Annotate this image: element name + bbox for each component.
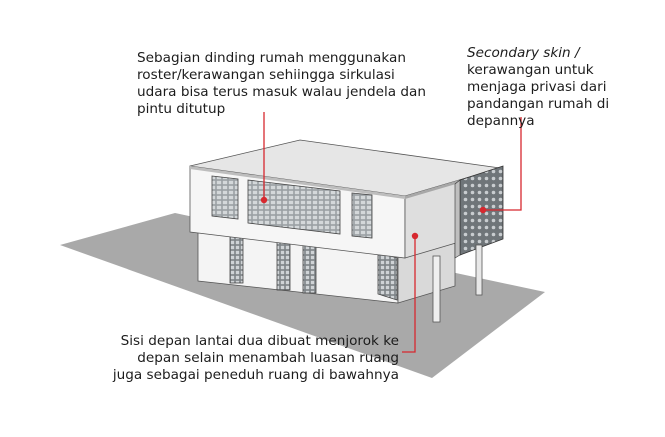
leader-dot-roster <box>261 197 267 203</box>
column-rear <box>476 245 482 295</box>
annotation-cantilever-line-2: depan selain menambah luasan ruang <box>137 350 399 366</box>
column-front <box>433 256 440 322</box>
leader-dot-cantilever <box>412 233 418 239</box>
secondary-skin-frame <box>455 180 460 258</box>
annotation-roster-line-1: Sebagian dinding rumah menggunakan <box>137 50 406 66</box>
roster-panel-1 <box>212 176 238 219</box>
annotation-cantilever-line-1: Sisi depan lantai dua dibuat menjorok ke <box>120 333 399 349</box>
annotation-cantilever-line-3: juga sebagai peneduh ruang di bawahnya <box>112 367 399 383</box>
annotation-roster-line-3: udara bisa terus masuk walau jendela dan <box>137 84 426 100</box>
ground-window-2 <box>277 240 290 290</box>
ground-window-3 <box>303 243 316 293</box>
roster-panel-3 <box>352 193 372 238</box>
ground-side-window <box>378 252 397 300</box>
annotation-cantilever <box>86 333 399 384</box>
annotation-roster-line-4: pintu ditutup <box>137 101 226 117</box>
annotation-skin-line-2: menjaga privasi dari <box>467 79 607 95</box>
annotation-secondary-skin <box>467 45 609 130</box>
annotation-skin-line-3: pandangan rumah di <box>467 96 610 112</box>
annotation-roster-line-2: roster/kerawangan sehiingga sirkulasi <box>137 67 395 83</box>
annotation-skin-title: Secondary skin / <box>467 45 580 61</box>
leader-dot-skin <box>480 207 486 213</box>
annotation-skin-line-4: depannya <box>467 113 535 129</box>
annotation-skin-line-1: kerawangan untuk <box>467 62 594 78</box>
annotation-roster <box>137 50 426 118</box>
ground-window-1 <box>230 236 243 283</box>
